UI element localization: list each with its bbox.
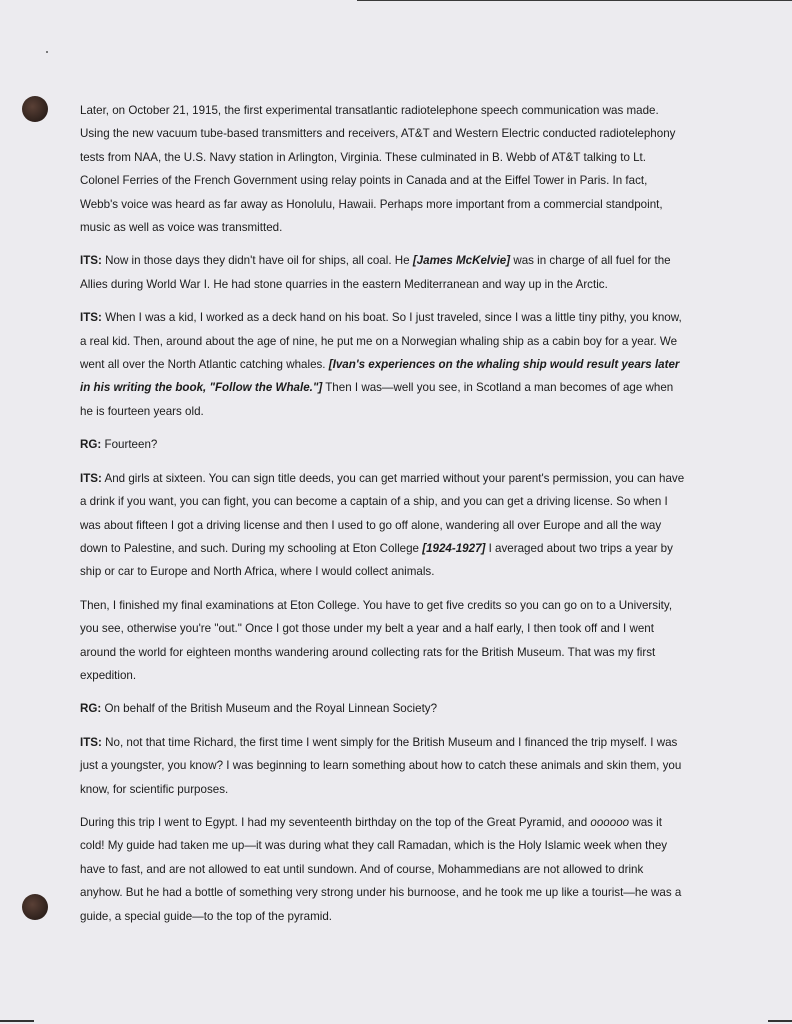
transcript-body [80,99,686,938]
paragraph-text: Then I was—well you see, in Scotland a man becomes of age when he is fourteen years old. [80,381,674,418]
paragraph-text: was it cold! My guide had taken me up—it was during what they call Ramadan, which is the Holy Islamic week when they have to fast, and are not allowed to eat until sundown. And of course, Mohammedians are not allowed to drink anyhow. But he had a bottle of something very strong under his burnoose, and he took me up like a tourist—he was a guide, a special guide—to the top of the pyramid. [80,815,682,923]
punch-hole-top [22,96,48,122]
paragraph-eton-exams [80,594,686,688]
paragraph-text: Fourteen? [101,438,158,452]
editorial-note: [James McKelvie] [412,254,511,268]
paragraph-its-sixteen [80,467,686,584]
paper-speck [46,51,48,53]
paragraph-text: Now in those days they didn't have oil for ships, all coal. He [101,254,413,268]
paragraph-text: was in charge of all fuel for the Allies during World War I. He had stone quarries in the eastern Mediterranean and way up in the Arctic. [80,254,671,291]
paragraph-rg-behalf [80,697,686,720]
paragraph-its-british-museum [80,731,686,801]
paragraph-text: During this trip I went to Egypt. I had my seventeenth birthday on the top of the Great Pyramid, and [80,815,591,829]
paragraph-text: No, not that time Richard, the first time I went simply for the British Museum and I financed the trip myself. I was just a youngster, you know? I was beginning to learn something about how to catch these animals and skin them, you know, for scientific purposes. [80,735,682,796]
paragraph-text: On behalf of the British Museum and the Royal Linnean Society? [101,702,438,716]
paragraph-text: Later, on October 21, 1915, the first experimental transatlantic radiotelephone speech communication was made. Using the new vacuum tube-based transmitters and receivers, AT&T and Western Electric conducted radiotelephony tests from NAA, the U.S. Navy station in Arlington, Virginia. These culminated in B. Webb of AT&T talking to Lt. Colonel Ferries of the French Government using relay points in Canada and at the Eiffel Tower in Paris. In fact, Webb's voice was heard as far away as Honolulu, Hawaii. Perhaps more important from a commercial standpoint, music as well as voice was transmitted. [80,104,676,235]
punch-hole-bottom [22,894,48,920]
editorial-note: [Ivan's experiences on the whaling ship would result years later in his writing the book, "Follow the Whale."] [80,358,680,395]
paragraph-its-coal [80,249,686,296]
paragraph-text: I averaged about two trips a year by ship or car to Europe and North Africa, where I would collect animals. [80,541,673,579]
emphasis-text: oooooo [590,815,630,829]
paragraph-rg-fourteen [80,433,686,456]
bottom-edge-mark-right [768,1020,792,1022]
paragraph-text: Then, I finished my final examinations at Eton College. You have to get five credits so you can go on to a University, you see, otherwise you're "out." Once I got those under my belt a year and a half early, I then took off and I went around the world for eighteen months wandering around collecting rats for the British Museum. That was my first expedition. [80,598,673,682]
paragraph-its-whaling [80,306,686,423]
paragraph-egypt-pyramid [80,811,686,928]
speaker-label: ITS: [80,471,102,485]
speaker-label: ITS: [80,735,102,749]
bottom-edge-mark-left [0,1020,34,1022]
speaker-label: RG: [80,702,102,716]
speaker-label: ITS: [80,254,102,268]
paragraph-text: When I was a kid, I worked as a deck hand on his boat. So I just traveled, since I was a little tiny pithy, you know, a real kid. Then, around about the age of nine, he put me on a Norwegian whaling ship as a cabin boy for a year. We went all over the North Atlantic catching whales. [80,311,682,372]
paragraph-radiotelephone [80,99,686,239]
speaker-label: RG: [80,438,102,452]
speaker-label: ITS: [80,311,102,325]
editorial-note: [1924-1927] [422,541,486,555]
top-edge-rule [357,0,792,1]
paragraph-text: And girls at sixteen. You can sign title deeds, you can get married without your parent's permission, you can have a drink if you want, you can fight, you can become a captain of a ship, and you can get a driving license. So when I was about fifteen I got a driving license and then I used to go off alone, wandering all over Europe and all the way down to Palestine, and such. During my schooling at Eton College [80,471,685,555]
